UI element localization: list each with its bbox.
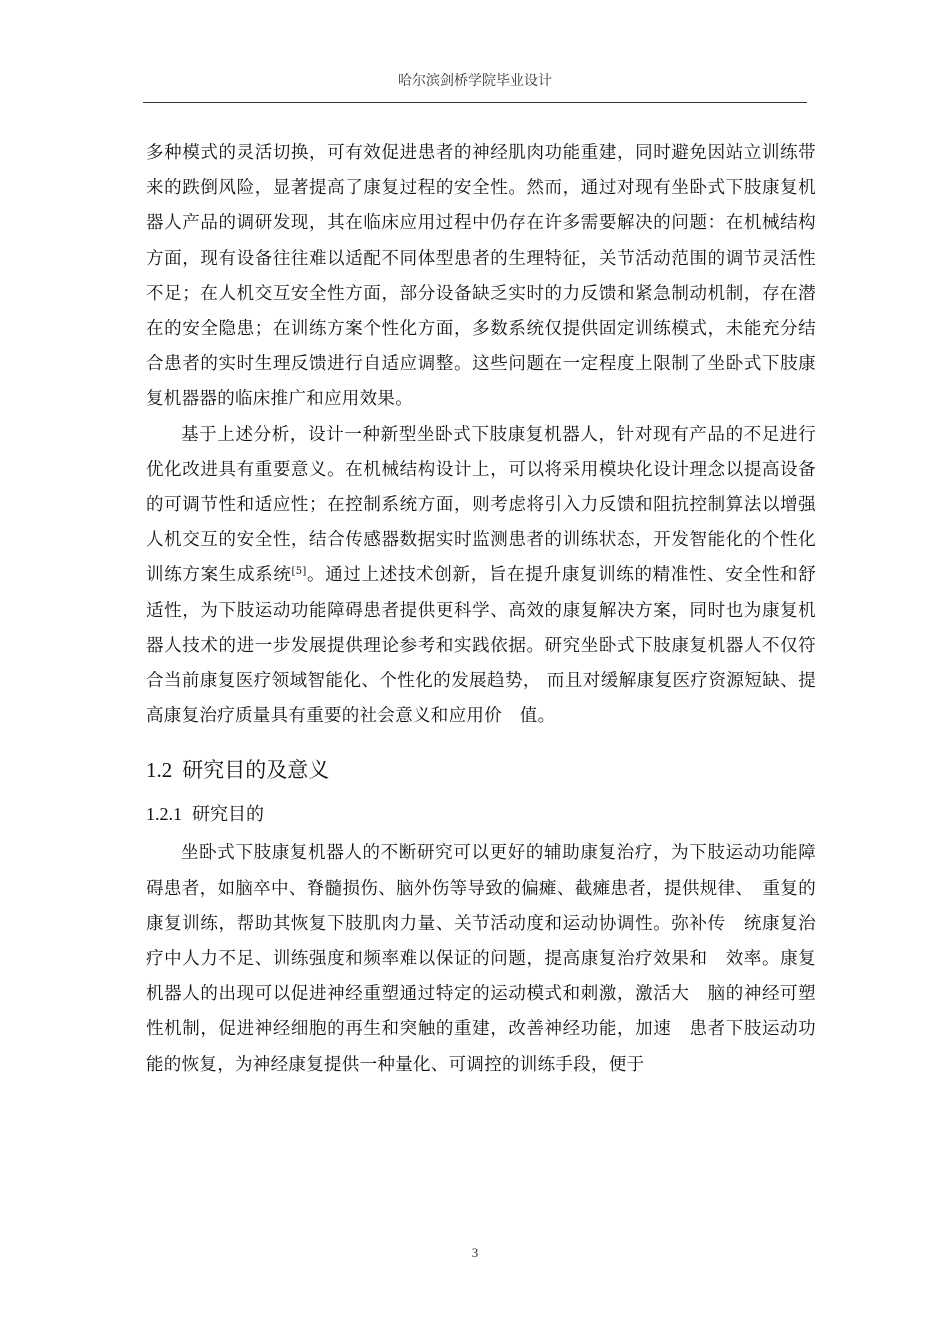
page-header bbox=[143, 58, 807, 103]
paragraph-2-part-1: 基于上述分析，设计一种新型坐卧式下肢康复机器人，针对现有产品的不足进行优化改进具有重要意义。在机械结构设计上，可以将采用模块化设计理念以提高设备的可调节性和适应性；在控制系统方面，则考虑将引入力反馈和阻抗控制算法以增强人机交互的安全性，结合传感器数据实时监测患者的训练状态，开发智能化的个性化训练方案生成系统 bbox=[146, 424, 816, 586]
body-text bbox=[146, 136, 816, 1083]
subsection-number: 1.2.1 bbox=[146, 804, 182, 825]
header-title: 哈尔滨剑桥学院毕业设计 bbox=[398, 73, 552, 89]
section-number: 1.2 bbox=[146, 758, 173, 783]
paragraph-2-part-2: 。通过上述技术创新，旨在提升康复训练的精准性、安全性和舒适性，为下肢运动功能障碍患者提供更科学、高效的康复解决方案，同时也为康复机器人技术的进一步发展提供理论参考和实践依据。研究坐卧式下肢康复机器人不仅符合当前康复医疗领域智能化、个性化的发展趋势， 而且对缓解康复医疗资源短缺、提高康复治疗质量具有重要的社会意义和应用价 值。 bbox=[146, 565, 816, 727]
paragraph-3: 坐卧式下肢康复机器人的不断研究可以更好的辅助康复治疗，为下肢运动功能障碍患者，如脑卒中、脊髓损伤、脑外伤等导致的偏瘫、截瘫患者，提供规律、 重复的康复训练，帮助其恢复下肢肌肉力量、关节活动度和运动协调性。弥补传 统康复治疗中人力不足、训练强度和频率难以保证的问题，提高康复治疗效果和 效率。康复机器人的出现可以促进神经重塑通过特定的运动模式和刺激，激活大 脑的神经可塑性机制，促进神经细胞的再生和突触的重建，改善神经功能，加速 患者下肢运动功能的恢复，为神经康复提供一种量化、可调控的训练手段，便于 bbox=[146, 843, 816, 1075]
section-title: 研究目的及意义 bbox=[182, 758, 330, 783]
citation-ref: [5] bbox=[291, 566, 307, 578]
subsection-heading-1-2-1 bbox=[146, 800, 816, 826]
paragraph-1: 多种模式的灵活切换，可有效促进患者的神经肌肉功能重建，同时避免因站立训练带来的跌倒风险，显著提高了康复过程的安全性。然而，通过对现有坐卧式下肢康复机器人产品的调研发现，其在临床应用过程中仍存在许多需要解决的问题：在机械结构方面，现有设备往往难以适配不同体型患者的生理特征，关节活动范围的调节灵活性不足；在人机交互安全性方面，部分设备缺乏实时的力反馈和紧急制动机制，存在潜在的安全隐患；在训练方案个性化方面，多数系统仅提供固定训练模式，未能充分结合患者的实时生理反馈进行自适应调整。这些问题在一定程度上限制了坐卧式下肢康复机器器的临床推广和应用效果。 bbox=[146, 143, 816, 410]
page-number: 3 bbox=[471, 1245, 479, 1260]
paragraph-2 bbox=[146, 418, 816, 735]
subsection-title: 研究目的 bbox=[192, 804, 264, 826]
section-heading-1-2 bbox=[146, 754, 816, 784]
